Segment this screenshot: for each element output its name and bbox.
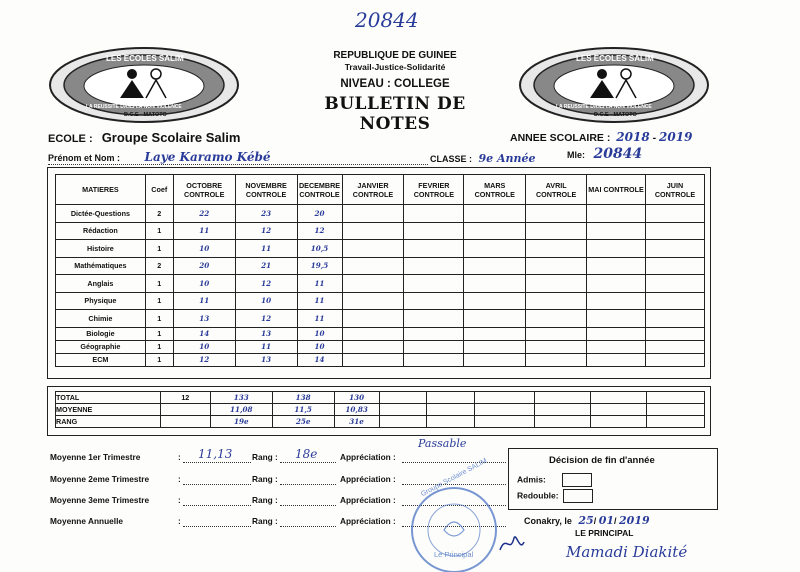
grade-cell: 11 [297,275,342,293]
empty-grade-cell [646,240,705,258]
empty-grade-cell [464,340,526,353]
document-title: BULLETIN DE NOTES [324,94,466,134]
empty-grade-cell [646,353,705,366]
empty-summary-cell [427,404,475,416]
appreciation-label: Appréciation : [340,495,396,505]
empty-grade-cell [464,353,526,366]
empty-grade-cell [587,222,646,240]
empty-grade-cell [464,222,526,240]
empty-grade-cell [342,310,404,328]
appreciation-label: Appréciation : [340,516,396,526]
classe-label: CLASSE : [430,154,473,164]
empty-grade-cell [646,310,705,328]
annee-label: ANNEE SCOLAIRE : [510,132,611,144]
grade-row [56,222,705,240]
summary-value: 138 [272,392,334,404]
summary-coef: 12 [160,392,210,404]
stamp-top-text: Groupe Scolaire SALIM [420,457,489,499]
empty-grade-cell [526,257,587,275]
document-header [290,50,500,134]
mle-line [567,146,642,162]
grade-row [56,240,705,258]
grade-cell: 10 [173,240,235,258]
empty-grade-cell [342,327,404,340]
grade-cell: 11 [297,292,342,310]
column-header: Coef [145,175,173,205]
classe-line [430,152,536,165]
summary-row [56,404,705,416]
coef-cell: 1 [145,340,173,353]
empty-summary-cell [475,404,535,416]
trimestre-colon: : [178,516,181,526]
summary-row [56,416,705,428]
empty-grade-cell [404,240,464,258]
redouble-label: Redouble: [517,490,559,501]
summary-value: 31e [334,416,379,428]
subject-cell: Biologie [56,327,146,340]
column-header: JANVIER CONTROLE [342,175,404,205]
empty-grade-cell [464,275,526,293]
subject-cell: ECM [56,353,146,366]
summary-value: 130 [334,392,379,404]
summary-table [55,391,705,428]
empty-grade-cell [342,205,404,223]
grade-cell: 12 [297,222,342,240]
empty-grade-cell [342,222,404,240]
redouble-checkbox[interactable] [563,489,593,503]
coef-cell: 1 [145,310,173,328]
grade-row [56,340,705,353]
empty-grade-cell [587,275,646,293]
empty-summary-cell [379,392,427,404]
summary-coef [160,404,210,416]
empty-grade-cell [646,257,705,275]
empty-summary-cell [535,404,591,416]
ecole-line [48,130,240,145]
empty-grade-cell [464,292,526,310]
empty-grade-cell [646,275,705,293]
admis-label: Admis: [517,474,546,485]
coef-cell: 1 [145,292,173,310]
empty-grade-cell [342,240,404,258]
subject-cell: Anglais [56,275,146,293]
empty-grade-cell [526,327,587,340]
logo-sub-text: D.C.E - MATOTO [124,112,167,118]
principal-signature: Mamadi Diakité [566,543,688,561]
empty-grade-cell [587,340,646,353]
grade-cell: 14 [297,353,342,366]
grade-row [56,257,705,275]
empty-summary-cell [535,392,591,404]
empty-summary-cell [427,392,475,404]
grade-cell: 11 [235,340,297,353]
principal-label: LE PRINCIPAL [575,528,634,538]
empty-summary-cell [427,416,475,428]
grade-cell: 11 [297,310,342,328]
school-stamp [408,457,500,572]
moyenne-field [183,475,251,485]
empty-grade-cell [646,327,705,340]
logo-sub-text: D.C.E - MATOTO [594,112,637,118]
grade-row [56,275,705,293]
empty-grade-cell [342,292,404,310]
trimestre-colon: : [178,495,181,505]
subject-cell: Physique [56,292,146,310]
grade-cell: 11 [173,292,235,310]
empty-grade-cell [404,257,464,275]
empty-grade-cell [342,340,404,353]
empty-grade-cell [404,292,464,310]
subject-cell: Dictée-Questions [56,205,146,223]
summary-coef [160,416,210,428]
grade-cell: 22 [173,205,235,223]
rang-field [280,475,336,485]
moyenne-field [183,517,251,527]
grade-cell: 10 [297,340,342,353]
grade-cell: 19,5 [297,257,342,275]
trimestre-colon: : [178,452,181,462]
empty-grade-cell [464,310,526,328]
date-year: 2019 [619,514,650,527]
nom-label: Prénom et Nom : [48,153,121,163]
empty-summary-cell [535,416,591,428]
classe-value: 9e Année [478,152,536,165]
nom-line [48,150,428,165]
empty-grade-cell [342,257,404,275]
empty-summary-cell [591,404,647,416]
logo-top-text: LES ECOLES SALIM [106,54,184,63]
mle-value: 20844 [593,146,643,162]
level: NIVEAU : COLLEGE [340,78,450,90]
grade-cell: 20 [173,257,235,275]
annee-line: ANNEE SCOLAIRE : 2018 - 2019 [510,130,693,144]
empty-grade-cell [464,257,526,275]
empty-grade-cell [587,310,646,328]
grade-cell: 14 [173,327,235,340]
column-header: NOVEMBRE CONTROLE [235,175,297,205]
grade-cell: 23 [235,205,297,223]
subject-cell: Géographie [56,340,146,353]
admis-row [517,473,592,487]
coef-cell: 1 [145,327,173,340]
empty-grade-cell [587,327,646,340]
trimestre-label: Moyenne 3eme Trimestre [50,495,150,505]
empty-grade-cell [646,340,705,353]
empty-grade-cell [526,353,587,366]
nom-value: Laye Karamo Kébé [144,150,271,164]
appreciation-value: Passable [418,437,467,450]
appreciation-label: Appréciation : [340,474,396,484]
grade-cell: 12 [235,275,297,293]
logo-bottom-text: LA REUSSITE DANS LA NON VIOLENCE [556,104,652,110]
empty-summary-cell [475,392,535,404]
motto: Travail-Justice-Solidarité [344,62,446,72]
coef-cell: 2 [145,257,173,275]
date-place: Conakry, le [524,516,572,526]
date-line: Conakry, le 25/ 01/ 2019 [524,514,650,527]
empty-grade-cell [587,292,646,310]
trimestre-label: Moyenne 2eme Trimestre [50,474,150,484]
grade-row [56,310,705,328]
column-header: MARS CONTROLE [464,175,526,205]
rang-label: Rang : [252,474,278,484]
ecole-value: Groupe Scolaire Salim [101,130,241,145]
column-header: OCTOBRE CONTROLE [173,175,235,205]
column-header: AVRIL CONTROLE [526,175,587,205]
summary-value: 133 [210,392,272,404]
summary-value: 10,83 [334,404,379,416]
grade-cell: 10 [173,275,235,293]
empty-summary-cell [647,404,705,416]
trimestre-label: Moyenne 1er Trimestre [50,452,141,462]
empty-grade-cell [404,340,464,353]
trimestre-label: Moyenne Annuelle [50,516,123,526]
empty-grade-cell [587,240,646,258]
summary-label: RANG [56,416,161,428]
trimestre-colon: : [178,474,181,484]
empty-grade-cell [342,275,404,293]
empty-grade-cell [464,240,526,258]
column-header: DECEMBRE CONTROLE [297,175,342,205]
grade-cell: 20 [297,205,342,223]
empty-grade-cell [404,205,464,223]
column-header: JUIN CONTROLE [646,175,705,205]
empty-grade-cell [526,340,587,353]
empty-grade-cell [587,353,646,366]
empty-grade-cell [464,327,526,340]
country-name: REPUBLIQUE DE GUINEE [333,50,457,61]
moyenne-value: 11,13 [198,447,233,461]
column-header: MAI CONTROLE [587,175,646,205]
grade-cell: 11 [173,222,235,240]
empty-grade-cell [464,205,526,223]
decision-box [508,448,718,510]
empty-grade-cell [526,222,587,240]
grades-table [55,174,705,367]
coef-cell: 1 [145,222,173,240]
summary-value: 11,08 [210,404,272,416]
logo-top-text: LES ECOLES SALIM [576,54,654,63]
grade-cell: 10,5 [297,240,342,258]
grade-cell: 13 [235,353,297,366]
date-day: 25 [578,514,594,527]
coef-cell: 1 [145,240,173,258]
empty-grade-cell [404,327,464,340]
rang-field [280,496,336,506]
empty-grade-cell [342,353,404,366]
empty-grade-cell [404,310,464,328]
rang-value: 18e [295,447,318,461]
admis-checkbox[interactable] [562,473,592,487]
column-header: MATIERES [56,175,146,205]
mle-label: Mle: [567,150,585,160]
empty-grade-cell [646,292,705,310]
empty-grade-cell [526,275,587,293]
redouble-row [517,489,593,503]
column-header: FEVRIER CONTROLE [404,175,464,205]
grade-cell: 13 [235,327,297,340]
ecole-label: ECOLE : [48,133,93,145]
empty-summary-cell [379,404,427,416]
grade-cell: 21 [235,257,297,275]
grade-cell: 10 [235,292,297,310]
school-logo-left [48,46,240,124]
grade-cell: 13 [173,310,235,328]
summary-value: 19e [210,416,272,428]
summary-label: MOYENNE [56,404,161,416]
empty-summary-cell [647,392,705,404]
rang-label: Rang : [252,452,278,462]
empty-grade-cell [404,222,464,240]
grade-cell: 12 [173,353,235,366]
appreciation-field [402,453,506,463]
signature-scribble-icon [496,528,526,563]
grade-cell: 12 [235,310,297,328]
empty-grade-cell [646,205,705,223]
summary-value: 25e [272,416,334,428]
rang-label: Rang : [252,495,278,505]
school-logo-right [518,46,710,124]
coef-cell: 1 [145,275,173,293]
coef-cell: 1 [145,353,173,366]
empty-grade-cell [526,205,587,223]
empty-grade-cell [404,275,464,293]
rang-label: Rang : [252,516,278,526]
subject-cell: Histoire [56,240,146,258]
subject-cell: Rédaction [56,222,146,240]
summary-label: TOTAL [56,392,161,404]
summary-row [56,392,705,404]
logo-bottom-text: LA REUSSITE DANS LA NON VIOLENCE [86,104,182,110]
stamp-bottom-text: Le Principal [434,550,474,559]
empty-summary-cell [591,416,647,428]
empty-summary-cell [647,416,705,428]
empty-grade-cell [526,292,587,310]
grade-cell: 12 [235,222,297,240]
coef-cell: 2 [145,205,173,223]
empty-grade-cell [646,222,705,240]
empty-grade-cell [587,205,646,223]
subject-cell: Mathématiques [56,257,146,275]
grade-row [56,205,705,223]
empty-summary-cell [475,416,535,428]
moyenne-field [183,496,251,506]
annee-y2: 2019 [659,130,693,144]
rang-field [280,517,336,527]
grade-cell: 11 [235,240,297,258]
empty-grade-cell [404,353,464,366]
empty-grade-cell [587,257,646,275]
grade-row [56,327,705,340]
handwritten-number: 20844 [355,8,419,32]
grade-cell: 10 [173,340,235,353]
annee-y1: 2018 [616,130,650,144]
grade-cell: 10 [297,327,342,340]
date-month: 01 [598,514,615,527]
grade-row [56,292,705,310]
empty-grade-cell [526,240,587,258]
empty-summary-cell [379,416,427,428]
decision-title: Décision de fin d'année [549,455,655,466]
empty-summary-cell [591,392,647,404]
grade-row [56,353,705,366]
empty-grade-cell [526,310,587,328]
appreciation-label: Appréciation : [340,452,396,462]
subject-cell: Chimie [56,310,146,328]
summary-value: 11,5 [272,404,334,416]
